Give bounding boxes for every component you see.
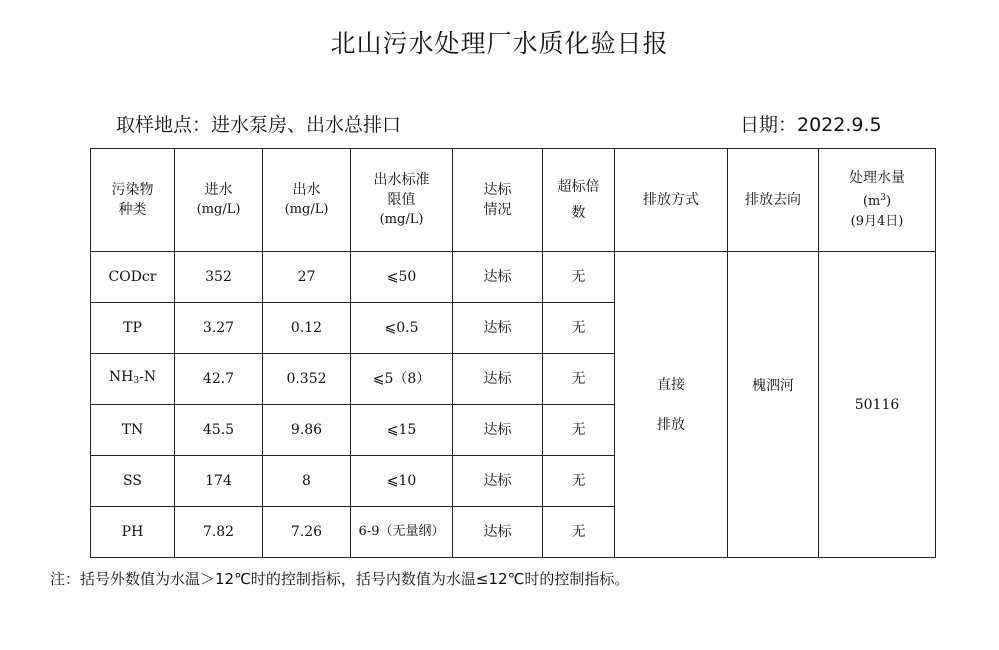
pollutant-name: PH [91,507,175,558]
report-date: 日期：2022.9.5 [740,114,882,136]
exceed-value: 无 [543,507,615,558]
influent-value: 7.82 [175,507,263,558]
influent-value: 174 [175,456,263,507]
pollutant-name: TP [91,303,175,354]
influent-value: 352 [175,252,263,303]
pollutant-name: SS [91,456,175,507]
discharge-destination: 槐泗河 [728,252,819,558]
effluent-value: 8 [263,456,351,507]
effluent-value: 0.352 [263,354,351,405]
header-pollutant: 污染物 种类 [91,149,175,252]
exceed-value: 无 [543,456,615,507]
treated-volume-value: 50116 [819,252,936,558]
limit-value: ⩽50 [351,252,453,303]
limit-value: 6-9（无量纲） [351,507,453,558]
limit-value: ⩽10 [351,456,453,507]
header-volume: 处理水量 $(m^3)$ (9月4日) [819,149,936,252]
influent-value: 45.5 [175,405,263,456]
influent-value: 3.27 [175,303,263,354]
limit-value: ⩽0.5 [351,303,453,354]
header-limit: 出水标准 限值 (mg/L) [351,149,453,252]
pollutant-name: CODcr [91,252,175,303]
report-title: 北山污水处理厂水质化验日报 [330,29,669,58]
effluent-value: 0.12 [263,303,351,354]
compliance-status: 达标 [453,507,543,558]
pollutant-name: NH3-N [91,354,175,405]
header-influent: 进水 (mg/L) [175,149,263,252]
limit-value: ⩽15 [351,405,453,456]
table-header-row [91,149,936,252]
compliance-status: 达标 [453,405,543,456]
compliance-status: 达标 [453,252,543,303]
compliance-status: 达标 [453,456,543,507]
exceed-value: 无 [543,405,615,456]
header-discharge-method: 排放方式 [615,149,728,252]
effluent-value: 9.86 [263,405,351,456]
header-discharge-destination: 排放去向 [728,149,819,252]
compliance-status: 达标 [453,303,543,354]
limit-value: ⩽5（8） [351,354,453,405]
pollutant-name: TN [91,405,175,456]
header-effluent: 出水 (mg/L) [263,149,351,252]
influent-value: 42.7 [175,354,263,405]
header-exceed: 超标倍 数 [543,149,615,252]
effluent-value: 27 [263,252,351,303]
sampling-location: 取样地点：进水泵房、出水总排口 [116,114,402,136]
exceed-value: 无 [543,303,615,354]
table-row [91,252,936,303]
exceed-value: 无 [543,354,615,405]
header-compliance: 达标 情况 [453,149,543,252]
exceed-value: 无 [543,252,615,303]
effluent-value: 7.26 [263,507,351,558]
footnote: 注：括号外数值为水温＞12℃时的控制指标，括号内数值为水温≤12℃时的控制指标。 [50,570,630,588]
discharge-method: 直接 排放 [615,252,728,558]
compliance-status: 达标 [453,354,543,405]
water-quality-table [90,148,936,558]
